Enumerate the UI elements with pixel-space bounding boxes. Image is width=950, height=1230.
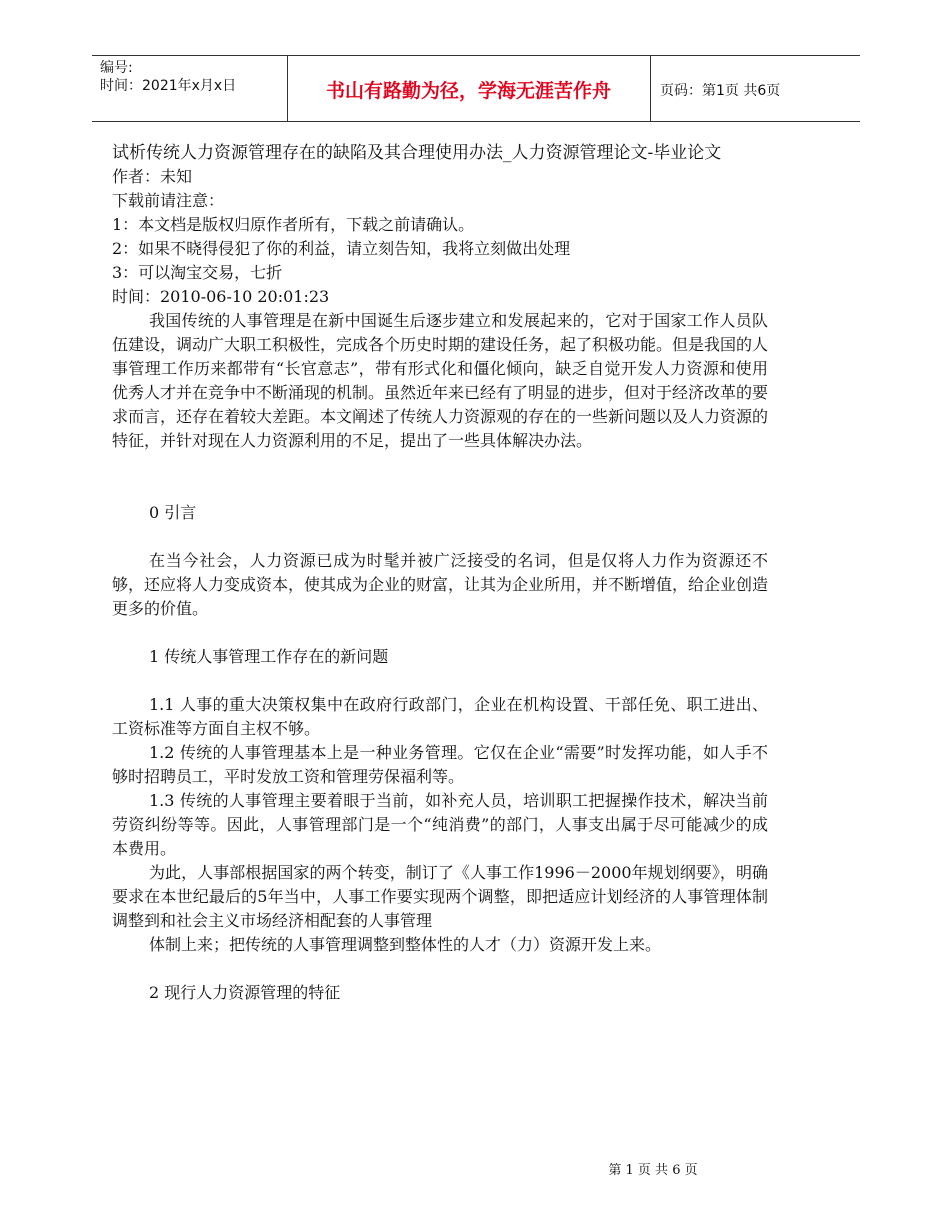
section-2-heading: 2 现行人力资源管理的特征 [149,983,341,1002]
header-bottom-rule [92,121,860,122]
section-1-paragraph: 1.1 人事的重大决策权集中在政府行政部门，企业在机构设置、干部任免、职工进出、工资标准等方面自主权不够。 [112,695,768,738]
page-footer [0,1159,950,1178]
notice-heading: 下载前请注意： [112,191,225,210]
section-0-paragraph: 在当今社会，人力资源已成为时髦并被广泛接受的名词，但是仅将人力作为资源还不够，还应将人力变成资本，使其成为企业的财富，让其为企业所用，并不断增值，给企业创造更多的价值。 [112,551,769,618]
section-1-paragraph: 为此，人事部根据国家的两个转变，制订了《人事工作1996－2000年规划纲要》，明确要求在本世纪最后的5年当中，人事工作要实现两个调整，即把适应计划经济的人事管理体制调整到和社会主义市场经济相配套的人事管理 [112,863,768,930]
header-motto: 书山有路勤为径，学海无涯苦作舟 [325,80,611,102]
notice-item: 1：本文档是版权归原作者所有，下载之前请确认。 [112,215,475,234]
notice-item: 2：如果不晓得侵犯了你的利益，请立刻告知，我将立刻做出处理 [112,239,571,258]
section-0-heading: 0 引言 [149,503,197,522]
section-1-heading: 1 传统人事管理工作存在的新问题 [149,647,389,666]
date-label: 时间：2021年x月x日 [100,78,237,94]
abstract: 我国传统的人事管理是在新中国诞生后逐步建立和发展起来的，它对于国家工作人员队伍建设，调动广大职工积极性，完成各个历史时期的建设任务，起了积极功能。但是我国的人事管理工作历来都带有“长官意志”，带有形式化和僵化倾向，缺乏自觉开发人力资源和使用优秀人才并在竞争中不断涌现的机制。虽然近年来已经有了明显的进步，但对于经济改革的要求而言，还存在着较大差距。本文阐述了传统人力资源观的存在的一些新问题以及人力资源的特征，并针对现在人力资源利用的不足，提出了一些具体解决办法。 [112,311,769,450]
header-top-rule [92,55,860,56]
author: 作者：未知 [112,167,193,186]
header-page-info: 页码：第1页 共6页 [660,83,781,99]
section-1-paragraph: 1.2 传统的人事管理基本上是一种业务管理。它仅在企业“需要”时发挥功能，如人手不够时招聘员工，平时发放工资和管理劳保福利等。 [112,743,768,786]
document-title: 试析传统人力资源管理存在的缺陷及其合理使用办法_人力资源管理论文-毕业论文 [112,143,722,163]
section-1-paragraph: 体制上来；把传统的人事管理调整到整体性的人才（力）资源开发上来。 [149,935,662,954]
section-1-paragraph: 1.3 传统的人事管理主要着眼于当前，如补充人员，培训职工把握操作技术，解决当前劳资纠纷等等。因此，人事管理部门是一个“纯消费”的部门，人事支出属于尽可能减少的成本费用。 [112,791,768,858]
publish-time: 时间：2010-06-10 20:01:23 [112,287,330,306]
notice-item: 3：可以淘宝交易，七折 [112,263,283,282]
serial-label: 编号: [100,60,133,76]
document-body [112,141,768,1005]
header-divider-right [650,56,651,121]
footer-page-number: 第 1 页 共 6 页 [608,1163,698,1178]
header-meta [100,59,236,95]
